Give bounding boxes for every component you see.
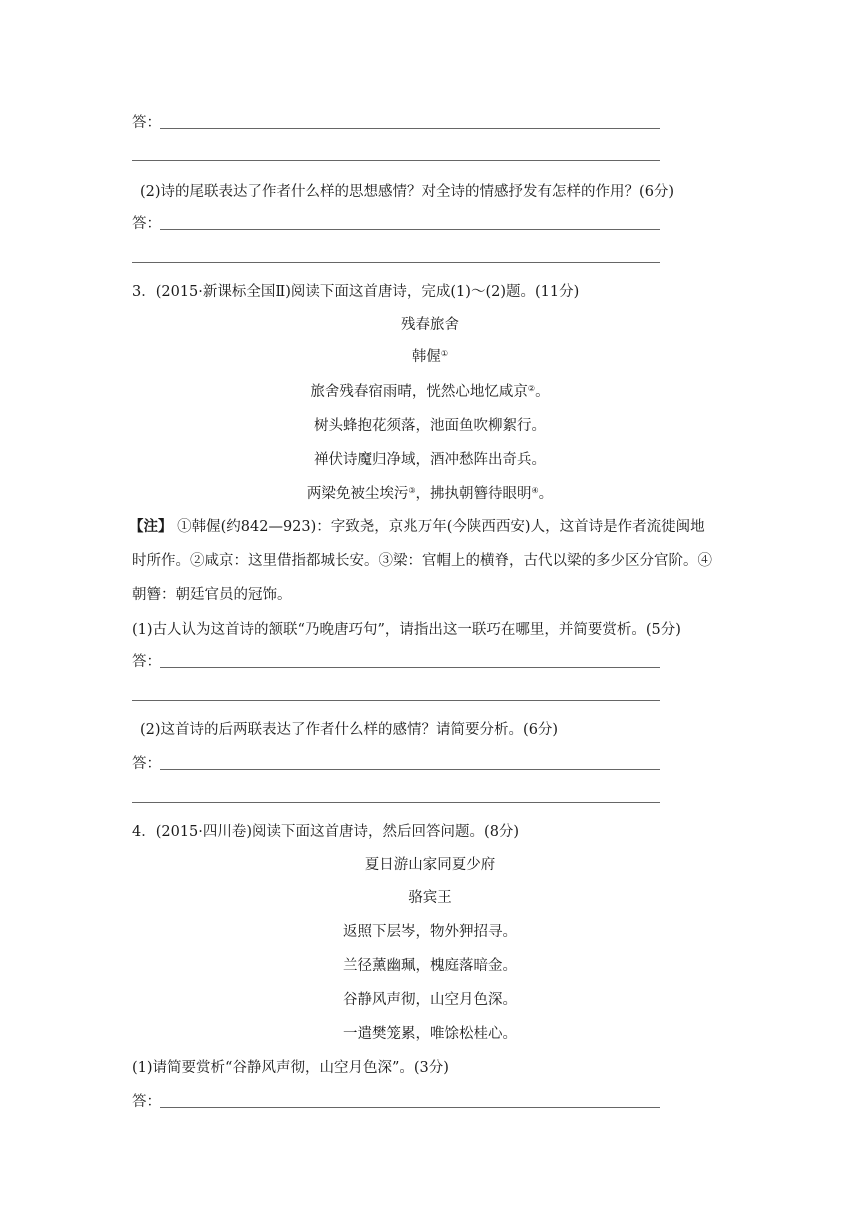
footnote-mark: ① bbox=[440, 349, 449, 358]
q4-poem-line: 返照下层岑，物外狎招寻。 bbox=[343, 924, 517, 940]
q4-poem-line: 谷静风声彻，山空月色深。 bbox=[343, 992, 517, 1008]
answer-label: 答： bbox=[132, 654, 161, 670]
q4-author: 骆宾王 bbox=[408, 890, 452, 906]
answer-rule[interactable] bbox=[132, 160, 660, 161]
answer-line[interactable] bbox=[132, 1092, 161, 1112]
q2-part2: (2)诗的尾联表达了作者什么样的思想感情？对全诗的情感抒发有怎样的作用？(6分) bbox=[140, 184, 675, 200]
q3-author: 韩偓 bbox=[411, 349, 441, 365]
q4-poem-line: 一遣樊笼累，唯馀松桂心。 bbox=[343, 1026, 517, 1042]
answer-rule[interactable] bbox=[132, 700, 660, 701]
answer-label: 答： bbox=[132, 756, 161, 772]
q3-heading: 3．(2015·新课标全国Ⅱ)阅读下面这首唐诗，完成(1)～(2)题。(11分) bbox=[132, 284, 580, 300]
q3-note-line: 朝簪：朝廷官员的冠饰。 bbox=[132, 587, 292, 603]
q4-heading: 4．(2015·四川卷)阅读下面这首唐诗，然后回答问题。(8分) bbox=[132, 824, 520, 840]
answer-line[interactable] bbox=[132, 113, 161, 133]
q3-part1: (1)古人认为这首诗的颔联“乃晚唐巧句”，请指出这一联巧在哪里，并简要赏析。(5分) bbox=[132, 622, 681, 638]
q3-poem-line: 旅舍残春宿雨晴，恍然心地忆咸京②。 bbox=[310, 384, 550, 400]
answer-label: 答： bbox=[132, 115, 161, 131]
answer-label: 答： bbox=[132, 1094, 161, 1110]
answer-rule[interactable] bbox=[132, 262, 660, 263]
q3-author-row bbox=[0, 347, 860, 367]
q3-poem-title: 残春旅舍 bbox=[401, 317, 459, 333]
q4-part1: (1)请简要赏析“谷静风声彻，山空月色深”。(3分) bbox=[132, 1060, 449, 1076]
answer-rule[interactable] bbox=[132, 802, 660, 803]
q3-part2: (2)这首诗的后两联表达了作者什么样的感情？请简要分析。(6分) bbox=[140, 722, 559, 738]
answer-line[interactable] bbox=[132, 754, 161, 774]
q3-poem-line: 树头蜂抱花须落，池面鱼吹柳絮行。 bbox=[314, 418, 546, 434]
answer-line[interactable] bbox=[132, 652, 161, 672]
answer-label: 答： bbox=[132, 216, 161, 232]
q3-poem-line: 两梁免被尘埃污③，拂执朝簪待眼明④。 bbox=[306, 486, 554, 502]
q3-poem-line: 禅伏诗魔归净域，酒冲愁阵出奇兵。 bbox=[314, 452, 546, 468]
q3-note-line: 时所作。②咸京：这里借指都城长安。③梁：官帽上的横脊，古代以梁的多少区分官阶。④ bbox=[132, 553, 712, 569]
note-label: 【注】 bbox=[129, 518, 173, 535]
q4-poem-line: 兰径薰幽珮，槐庭落暗金。 bbox=[343, 958, 517, 974]
answer-line[interactable] bbox=[132, 214, 161, 234]
q4-poem-title: 夏日游山家同夏少府 bbox=[364, 857, 496, 873]
q3-note: 【注】 ①韩偓(约842—923)：字致尧，京兆万年(今陕西西安)人，这首诗是作者流徙闽地 bbox=[129, 518, 705, 535]
